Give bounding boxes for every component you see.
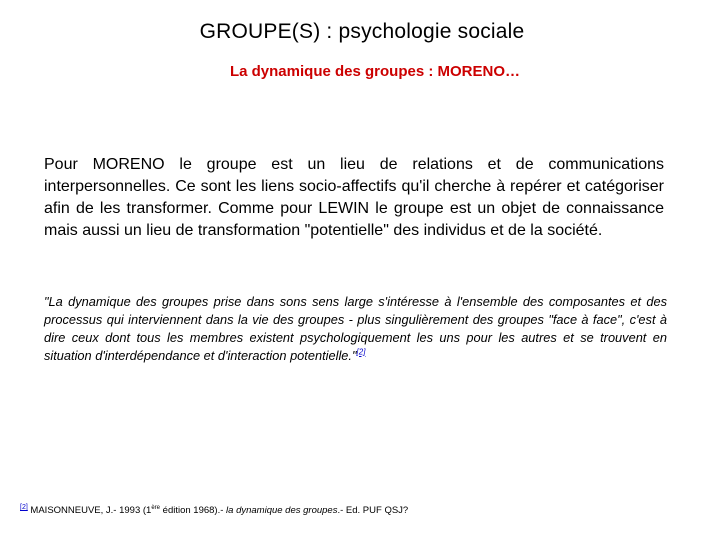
quote-text: "La dynamique des groupes prise dans sons sens large s'intéresse à l'ensemble des composantes et des processus qui interviennent dans la vie des groupes - plus singulièrement des groupes "face à face", c'est à dire ceux dont tous les membres existent psychologiquement les uns pour les autres et se trouvent en situation d'interdépendance et d'interaction potentielle." bbox=[44, 294, 667, 363]
footnote-publisher: .- Ed. PUF QSJ? bbox=[337, 505, 409, 516]
main-paragraph: Pour MORENO le groupe est un lieu de relations et de communications interpersonnelles. Ce sont les liens socio-affectifs qu'il cherche à repérer et catégoriser afin de les transformer. Comme pour LEWIN le groupe est un objet de connaissance mais aussi un lieu de transformation "potentielle" des individus et de la société. bbox=[44, 156, 664, 239]
footnote-superscript: ère bbox=[151, 504, 161, 511]
footnote-anchor-link[interactable]: [2] bbox=[20, 503, 28, 511]
footnote-edition: édition 1968).- bbox=[160, 505, 227, 516]
footnote-book-title: la dynamique des groupes bbox=[226, 505, 338, 516]
slide-subtitle: La dynamique des groupes : MORENO… bbox=[229, 63, 521, 80]
footnote bbox=[20, 505, 408, 516]
footnote-author: MAISONNEUVE, J.- 1993 (1 bbox=[27, 505, 152, 516]
quote-block bbox=[44, 293, 667, 365]
footnote-reference-link[interactable]: [2] bbox=[356, 347, 366, 357]
slide-title: GROUPE(S) : psychologie sociale bbox=[199, 20, 525, 43]
